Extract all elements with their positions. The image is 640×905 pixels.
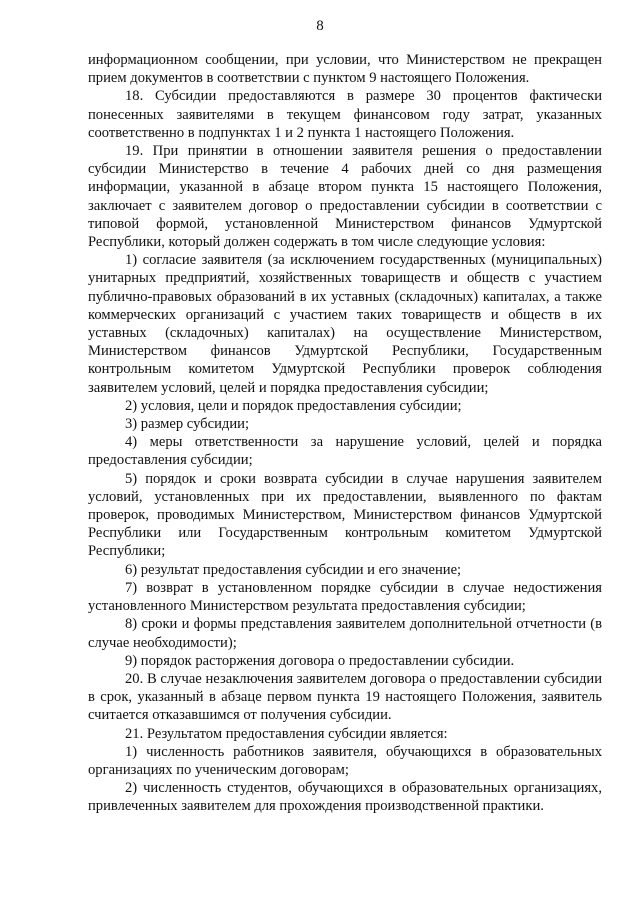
paragraph-19: 19. При принятии в отношении заявителя решения о предоставлении субсидии Министерство в течение 4 рабочих дней со дня размещения информации, указанной в абзаце втором пункта 15 настоящего Положения, заключает с заявителем договор о предоставлении субсидии в соответствии с типовой формой, установленной Министерством финансов Удмуртской Республики, который должен содержать в том числе следующие условия: [88, 143, 602, 251]
paragraph-18: 18. Субсидии предоставляются в размере 30 процентов фактически понесенных заявителями в текущем финансовом году затрат, указанных соответственно в подпунктах 1 и 2 пункта 1 настоящего Положения. [88, 88, 602, 141]
paragraph-21-item-1: 1) численность работников заявителя, обучающихся в образовательных организациях по ученическим договорам; [88, 743, 602, 778]
paragraph-19-item-3: 3) размер субсидии; [125, 416, 249, 433]
paragraph-20: 20. В случае незаключения заявителем договора о предоставлении субсидии в срок, указанный в абзаце первом пункта 19 настоящего Положения, заявитель считается отказавшимся от получения субсидии. [88, 670, 602, 724]
paragraph-19-item-9: 9) порядок расторжения договора о предоставлении субсидии. [125, 652, 515, 669]
page-number: 8 [316, 18, 324, 34]
paragraph-19-item-4: 4) меры ответственности за нарушение условий, целей и порядка предоставления субсидии; [88, 434, 602, 469]
paragraph-continuation: информационном сообщении, при условии, что Министерством не прекращен прием документов в соответствии с пунктом 9 настоящего Положения. [88, 52, 602, 87]
paragraph-19-item-6: 6) результат предоставления субсидии и его значение; [125, 561, 462, 578]
paragraph-19-item-2: 2) условия, цели и порядок предоставления субсидии; [125, 397, 462, 414]
paragraph-19-item-5: 5) порядок и сроки возврата субсидии в случае нарушения заявителем условий, установленных при их предоставлении, выявленного по фактам проверок, проводимых Министерством, Министерством финансов Удмуртской Республики или Государственным контрольным комитетом Удмуртской Республики; [88, 470, 602, 560]
paragraph-19-item-8: 8) сроки и формы представления заявителем дополнительной отчетности (в случае необходимости); [88, 616, 602, 651]
paragraph-21-item-2: 2) численность студентов, обучающихся в образовательных организациях, привлеченных заявителем для прохождения производственной практики. [88, 780, 602, 815]
paragraph-19-item-1: 1) согласие заявителя (за исключением государственных (муниципальных) унитарных предприятий, хозяйственных товариществ и обществ с участием публично-правовых образований в их уставных (складочных) капиталах, а также коммерческих организаций с участием таких товариществ и обществ в их уставных (складочных) капиталах) на осуществление Министерством, Министерством финансов Удмуртской Республики, Государственным контрольным комитетом Удмуртской Республики проверок соблюдения заявителем условий, целей и порядка предоставления субсидии; [88, 252, 602, 396]
paragraph-19-item-7: 7) возврат в установленном порядке субсидии в случае недостижения установленного Министерством результата предоставления субсидии; [88, 579, 602, 615]
paragraph-21: 21. Результатом предоставления субсидии является: [125, 725, 448, 742]
document-body [88, 51, 602, 816]
